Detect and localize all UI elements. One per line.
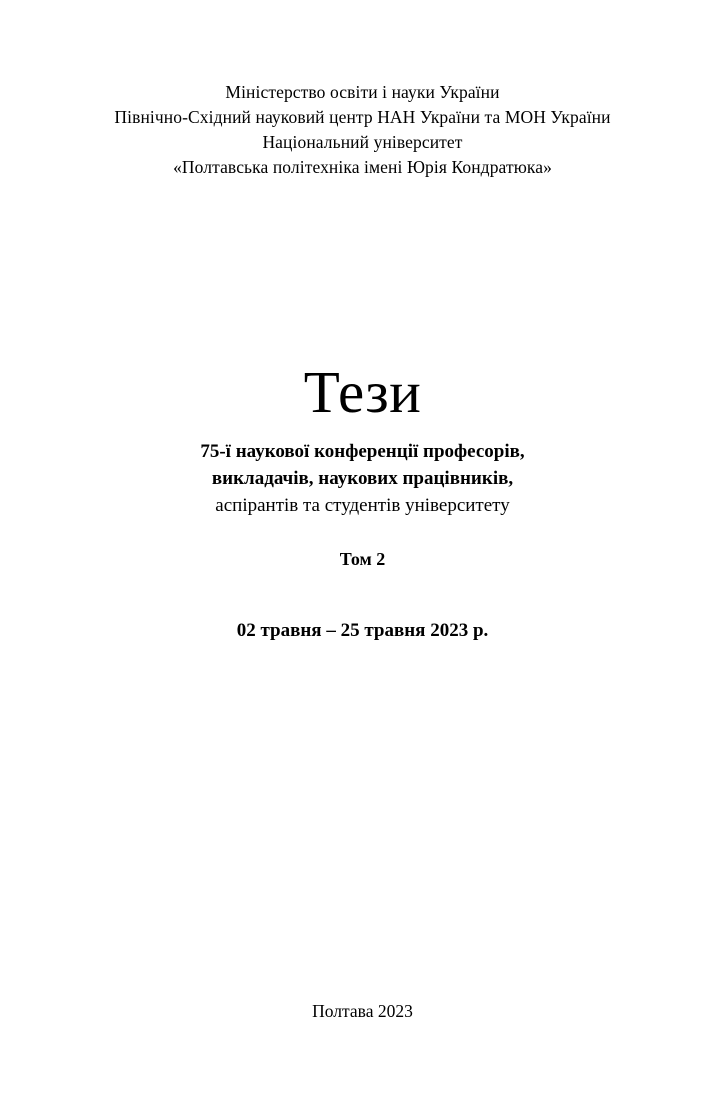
- imprint-footer: Полтава 2023: [312, 1001, 413, 1021]
- conference-dates: 02 травня – 25 травня 2023 р.: [236, 620, 489, 641]
- header-line-ministry: Міністерство освіти і науки України: [225, 82, 500, 102]
- subtitle-line-1: 75-ї наукової конференції професорів,: [200, 441, 525, 462]
- document-subtitle-block: [60, 438, 665, 519]
- header-line-science-center: Північно-Східний науковий центр НАН України та МОН України: [114, 107, 611, 127]
- publisher-header: [60, 80, 665, 180]
- document-title-block: [60, 360, 665, 424]
- page-title: Тези: [303, 359, 422, 425]
- title-page: [0, 80, 725, 1104]
- header-line-university: Національний університет: [262, 132, 463, 152]
- volume-label: Том 2: [339, 549, 386, 569]
- subtitle-line-3: аспірантів та студентів університету: [215, 495, 510, 516]
- subtitle-line-2: викладачів, наукових працівників,: [211, 468, 514, 489]
- header-line-university-name: «Полтавська політехніка імені Юрія Кондратюка»: [173, 157, 552, 177]
